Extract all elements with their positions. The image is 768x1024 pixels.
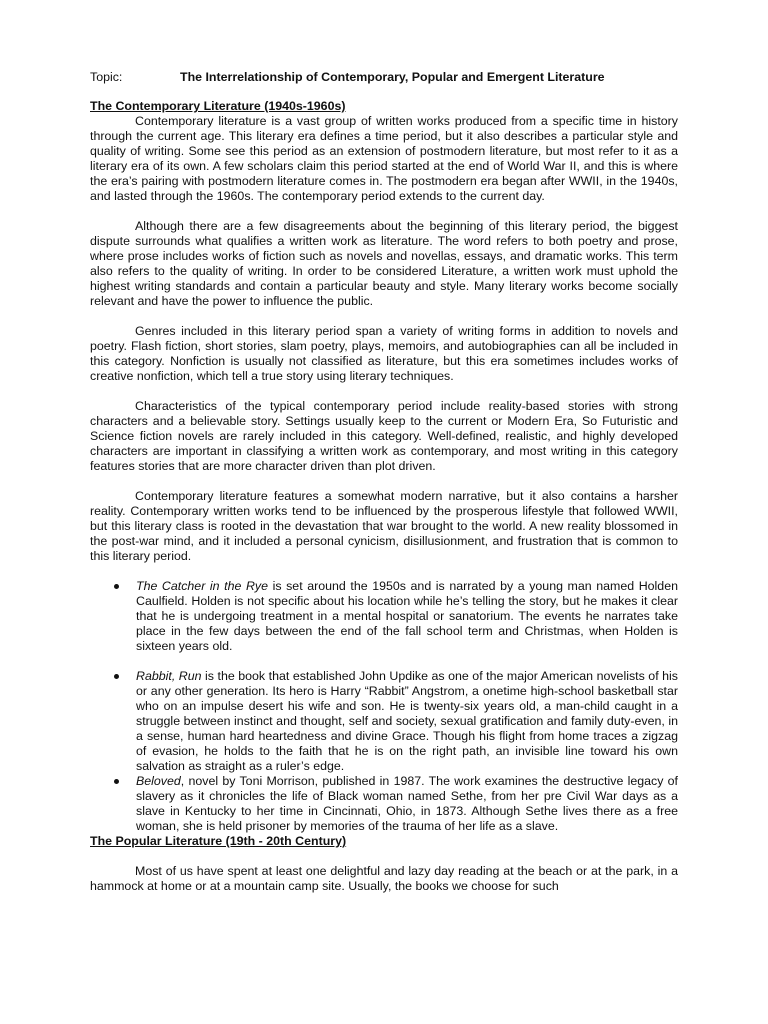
list-item bbox=[136, 669, 678, 774]
topic-title: The Interrelationship of Contemporary, Popular and Emergent Literature bbox=[180, 70, 605, 84]
work-description: is set around the 1950s and is narrated by a young man named Holden Caulfield. Holden is not specific about his location while he’s telling the story, but he makes it clear that he is undergoing treatment in a mental hospital or sanatorium. The events he narrates take place in the few days between the end of the fall school term and Christmas, when Holden is sixteen years old. bbox=[136, 579, 678, 653]
topic-label: Topic: bbox=[90, 70, 123, 84]
work-description: , novel by Toni Morrison, published in 1987. The work examines the destructive legacy of slavery as it chronicles the life of Black woman named Sethe, from her pre Civil War days as a slave in Kentucky to her time in Cincinnati, Ohio, in 1873. Although Sethe lives there as a free woman, she is held prisoner by memories of the trauma of her life as a slave. bbox=[136, 774, 678, 833]
section-heading-popular: The Popular Literature (19th - 20th Century) bbox=[90, 834, 347, 848]
work-title: Rabbit, Run bbox=[136, 669, 202, 683]
list-item bbox=[136, 579, 678, 654]
work-title: The Catcher in the Rye bbox=[136, 579, 268, 593]
spacer bbox=[90, 849, 678, 864]
paragraph: Most of us have spent at least one delightful and lazy day reading at the beach or at the park, in a hammock at home or at a mountain camp site. Usually, the books we choose for such bbox=[90, 864, 678, 893]
work-title: Beloved bbox=[136, 774, 181, 788]
topic-line bbox=[90, 70, 678, 85]
list-item bbox=[136, 774, 678, 834]
paragraph: Genres included in this literary period span a variety of writing forms in addition to novels and poetry. Flash fiction, short stories, slam poetry, plays, memoirs, and autobiographies can all be included in this category. Nonfiction is usually not classified as literature, but this era sometimes includes works of creative nonfiction, which tell a true story using literary techniques. bbox=[90, 324, 678, 383]
paragraph: Characteristics of the typical contemporary period include reality-based stories with strong characters and a believable story. Settings usually keep to the current or Modern Era, So Futuristic and Science fiction novels are rarely included in this category. Well-defined, realistic, and highly developed characters are important in classifying a written work as contemporary, and most writing in this category features stories that are more character driven than plot driven. bbox=[90, 399, 678, 473]
works-list bbox=[90, 579, 678, 834]
section-heading-contemporary: The Contemporary Literature (1940s-1960s) bbox=[90, 99, 346, 113]
paragraph: Contemporary literature is a vast group of written works produced from a specific time in history through the current age. This literary era defines a time period, but it also describes a particular style and quality of writing. Some see this period as an extension of postmodern literature, but most refer to it as a literary era of its own. A few scholars claim this period started at the end of World War II, and this is where the era’s pairing with postmodern literature comes in. The postmodern era began after WWII, in the 1940s, and lasted through the 1960s. The contemporary period extends to the current day. bbox=[90, 114, 678, 203]
paragraph: Although there are a few disagreements about the beginning of this literary period, the biggest dispute surrounds what qualifies a written work as literature. The word refers to both poetry and prose, where prose includes works of fiction such as novels and novellas, essays, and dramatic works. This term also refers to the quality of writing. In order to be considered Literature, a written work must uphold the highest writing standards and contain a particular beauty and style. Many literary works become socially relevant and have the power to influence the public. bbox=[90, 219, 678, 308]
work-description: is the book that established John Updike as one of the major American novelists of his or any other generation. Its hero is Harry “Rabbit” Angstrom, a onetime high-school basketball star who on an impulse desert his wife and son. He is twenty-six years old, a man-child caught in a struggle between instinct and thought, self and society, sexual gratification and family duty-even, in a sense, human hard heartedness and divine Grace. Though his flight from home traces a zigzag of evasion, he holds to the faith that he is on the right path, an invisible line toward his own salvation as straight as a ruler’s edge. bbox=[136, 669, 678, 773]
paragraph: Contemporary literature features a somewhat modern narrative, but it also contains a harsher reality. Contemporary written works tend to be influenced by the prosperous lifestyle that followed WWII, but this literary class is rooted in the devastation that war brought to the world. A new reality blossomed in the post-war mind, and it included a personal cynicism, disillusionment, and frustration that is common to this literary period. bbox=[90, 489, 678, 563]
